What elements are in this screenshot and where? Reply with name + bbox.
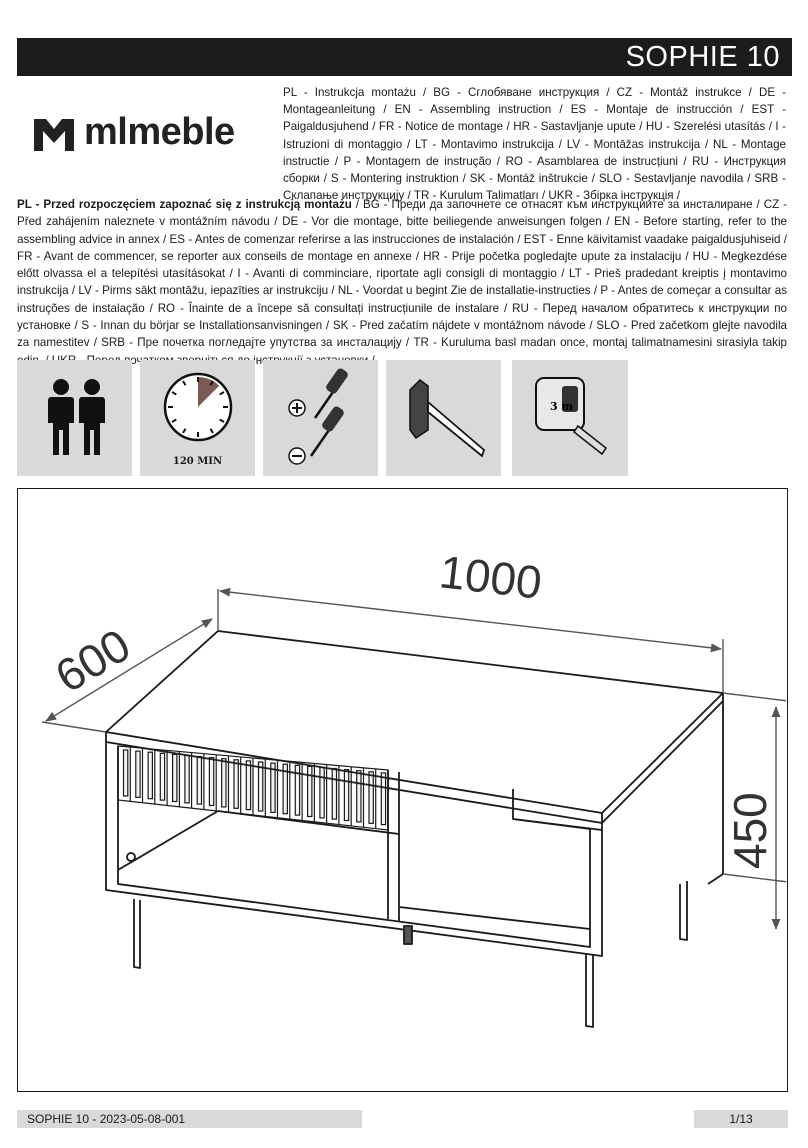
tool-hammer [386, 360, 501, 476]
drawer-flute-shadow [173, 754, 177, 801]
tape-measure-icon [512, 360, 628, 476]
leg [134, 899, 140, 968]
drawer-flute-shadow [271, 763, 275, 812]
intro-rest: / BG - Преди да започнете се отнасят към инструкциите за инсталиране / CZ - Před zahájením naleznete v montážním návodu / DE - Vor die montage, bitte beiliegende anweisungen folgen / EN - Before starting, refer to the assembling advice in annex / ES - Antes de comenzar referirse a las instrucciones de instalación / EST - Enne käivitamist vaadake paigaldusjuhiseid / FR - Avant de commencer, se reporter aux conseils de montage en annexe / HR - Prije početka pogledajte upute za instalaciju / HU - Megkezdése előtt olvassa el a telepítési utasításokat / I - Avanti di comminciare, riportate agli consigli di montaggio / LT - Prieš pradedant kreiptis į montavimo instrukcija / LV - Pirms sākt montāžu, iepazīties ar instrukciju / NL - Voordat u begint Zie de installatie-instructies / P - Antes de começar a consultar as instruções de instalação / RO - Înainte de a începe să consultați instrucțiunile de instalare / RU - Перед началом обратитесь к инструкции по установке / S - Innan du börjar se Installationsanvisningen / SK - Pred začatím nájdete v montážnom návode / SLO - Pred začetkom glejte navodila za namestitev / SRB - Пре почетка погледајте упутства за инсталацију / TR - Kuruluma basl madan once, montaj talimatnamesini sirasiyla takip [17, 198, 787, 350]
drawer-flute-shadow [357, 771, 361, 822]
coffee-table-drawing [18, 489, 786, 1090]
page-number: 1/13 [694, 1110, 788, 1128]
drawer-flute-shadow [246, 761, 250, 810]
drawer-flute-shadow [295, 765, 299, 815]
brand-logo [32, 111, 272, 155]
intro-paragraph [17, 196, 787, 369]
tool-two-persons [17, 360, 132, 476]
product-dimension-diagram [17, 488, 788, 1092]
drawer-flute-shadow [320, 768, 324, 818]
drawer-flute-shadow [136, 751, 140, 797]
tool-assembly-time [140, 360, 255, 476]
drawer-flute-shadow [148, 752, 152, 799]
drawer-flute-shadow [160, 753, 164, 800]
hammer-icon [386, 360, 501, 476]
drawer-flute-shadow [185, 756, 189, 803]
product-title: SOPHIE 10 [625, 41, 780, 73]
tool-screwdrivers [263, 360, 378, 476]
drawer-flute-shadow [124, 750, 128, 796]
drawer-flute-shadow [209, 758, 213, 806]
drawer-flute-shadow [283, 764, 287, 814]
drawer-flute-shadow [234, 760, 238, 809]
two-persons-icon [17, 360, 132, 476]
height-dimension-value: 450 [724, 792, 776, 869]
instruction-language-list: PL - Instrukcja montażu / BG - Сглобяване инструкция / CZ - Montáž instrukce / DE - Montageanleitung / EN - Assembling instruction / ES - Montaje de instrucción / EST - Paigaldusjuhend / FR - Notice de montage / HR - Sastavljanje upute / HU - Szerelési utasítás / I - Istruzioni di montaggio / LT - Montavimo instrukcija / LV - Montāžas instrukcija / NL - Montage instructie / P - Montagem de instrução / RO - Asamblarea de instrucțiuni / RU - Инструкция сборки / S - Montering instruktion / SK - Montáž inštrukcie / SLO - Sestavljanje navodila / SRB - Склапање инструкцију / TR - Kurulum Talimatları / UKR - Збірка інструкція / [283, 86, 786, 203]
width-dimension-value: 1000 [436, 545, 545, 609]
drawer-flute-shadow [259, 762, 263, 811]
drawer-flute-shadow [308, 766, 312, 816]
tool-tape-measure [512, 360, 628, 476]
drawer-flute-shadow [222, 759, 226, 807]
screwdrivers-icon [263, 360, 378, 476]
assembly-time-label: 120 MIN [172, 456, 223, 467]
brand-logo-icon [32, 115, 76, 155]
fluted-drawer-front [118, 746, 388, 830]
intro-lead: PL - Przed rozpoczęciem zapoznać się z instrukcją montażu [17, 198, 352, 211]
tape-length-label: 3 m [550, 400, 574, 413]
title-bar [17, 38, 792, 76]
document-code: SOPHIE 10 - 2023-05-08-001 [17, 1110, 362, 1128]
drawer-flute-shadow [344, 770, 348, 821]
depth-dimension-value: 600 [46, 618, 139, 703]
drawer-flute-shadow [381, 773, 385, 825]
drawer-flute-shadow [197, 757, 201, 805]
drawer-flute-shadow [369, 772, 373, 824]
brand-name: mlmeble [84, 111, 235, 153]
leg [586, 954, 593, 1027]
leg [680, 881, 687, 940]
drawer-flute-shadow [332, 769, 336, 820]
